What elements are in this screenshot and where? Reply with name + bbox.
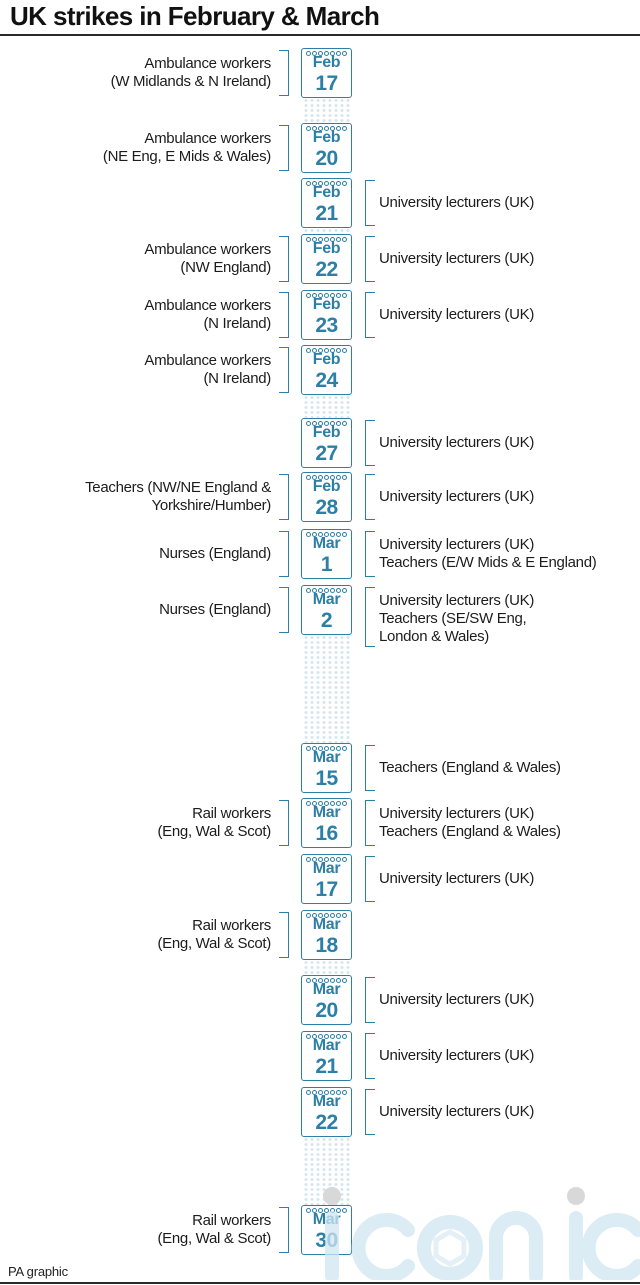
calendar-month: Feb [312, 184, 341, 201]
left-strike-group: Ambulance workers (N Ireland) [144, 297, 271, 332]
calendar-date [301, 472, 352, 522]
calendar-date [301, 178, 352, 228]
page-title: UK strikes in February & March [10, 1, 380, 31]
calendar-day: 23 [315, 314, 338, 337]
right-strike-group: University lecturers (UK) [379, 1047, 535, 1064]
calendar-day: 17 [315, 72, 338, 95]
bottom-divider [0, 1282, 640, 1284]
timeline-gap [303, 395, 351, 418]
calendar-month: Mar [312, 749, 341, 766]
right-strike-group: University lecturers (UK) [379, 434, 535, 451]
calendar-month: Feb [312, 54, 341, 71]
calendar-month: Feb [312, 478, 341, 495]
calendar-day: 22 [315, 258, 338, 281]
right-strike-group: University lecturers (UK) [379, 306, 535, 323]
right-strike-group: University lecturers (UK) Teachers (England & Wales) [379, 805, 561, 840]
calendar-month: Mar [312, 1093, 341, 1110]
calendar-day: 1 [320, 553, 333, 576]
calendar-date [301, 48, 352, 98]
right-bracket [365, 474, 375, 520]
calendar-date [301, 910, 352, 960]
left-strike-group: Rail workers (Eng, Wal & Scot) [157, 805, 271, 840]
timeline-gap [303, 960, 351, 975]
calendar-month: Feb [312, 424, 341, 441]
right-bracket [365, 800, 375, 846]
right-bracket [365, 180, 375, 226]
right-bracket [365, 531, 375, 577]
left-strike-group: Ambulance workers (NE Eng, E Mids & Wales) [102, 130, 271, 165]
calendar-day: 17 [315, 878, 338, 901]
left-strike-group: Nurses (England) [159, 601, 271, 618]
left-bracket [279, 1207, 289, 1253]
calendar-day: 22 [315, 1111, 338, 1134]
timeline-gap [303, 635, 351, 743]
calendar-month: Mar [312, 916, 341, 933]
calendar-month: Mar [312, 981, 341, 998]
left-bracket [279, 587, 289, 633]
calendar-date [301, 234, 352, 284]
calendar-day: 20 [315, 999, 338, 1022]
left-bracket [279, 912, 289, 958]
iconic-watermark-logo [300, 1180, 640, 1280]
right-bracket [365, 292, 375, 338]
right-strike-group: University lecturers (UK) [379, 488, 535, 505]
calendar-day: 18 [315, 934, 338, 957]
right-bracket [365, 745, 375, 791]
right-bracket [365, 1089, 375, 1135]
right-bracket [365, 420, 375, 466]
right-bracket [365, 236, 375, 282]
calendar-month: Feb [312, 240, 341, 257]
right-bracket [365, 977, 375, 1023]
left-bracket [279, 347, 289, 393]
calendar-month: Mar [312, 804, 341, 821]
calendar-date [301, 345, 352, 395]
calendar-date [301, 529, 352, 579]
calendar-month: Mar [312, 1037, 341, 1054]
calendar-day: 24 [315, 369, 338, 392]
calendar-day: 15 [315, 767, 338, 790]
right-bracket [365, 856, 375, 902]
calendar-day: 21 [315, 202, 338, 225]
left-bracket [279, 474, 289, 520]
left-bracket [279, 292, 289, 338]
calendar-day: 21 [315, 1055, 338, 1078]
calendar-month: Feb [312, 351, 341, 368]
calendar-date [301, 798, 352, 848]
left-bracket [279, 125, 289, 171]
calendar-date [301, 1087, 352, 1137]
calendar-date [301, 854, 352, 904]
left-strike-group: Teachers (NW/NE England & Yorkshire/Humber) [85, 479, 271, 514]
calendar-day: 28 [315, 496, 338, 519]
left-strike-group: Rail workers (Eng, Wal & Scot) [157, 1212, 271, 1247]
timeline-gap [303, 98, 351, 123]
left-strike-group: Ambulance workers (NW England) [144, 241, 271, 276]
calendar-month: Mar [312, 591, 341, 608]
calendar-date [301, 1031, 352, 1081]
right-bracket [365, 1033, 375, 1079]
right-bracket [365, 587, 375, 647]
source-credit: PA graphic [8, 1264, 68, 1279]
left-strike-group: Ambulance workers (W Midlands & N Ireland) [110, 55, 271, 90]
calendar-day: 30 [315, 1229, 338, 1252]
left-bracket [279, 50, 289, 96]
calendar-month: Mar [312, 1211, 341, 1228]
right-strike-group: University lecturers (UK) [379, 991, 535, 1008]
calendar-date [301, 585, 352, 635]
calendar-month: Mar [312, 535, 341, 552]
calendar-day: 27 [315, 442, 338, 465]
left-strike-group: Rail workers (Eng, Wal & Scot) [157, 917, 271, 952]
right-strike-group: University lecturers (UK) [379, 1103, 535, 1120]
calendar-day: 2 [320, 609, 333, 632]
right-strike-group: University lecturers (UK) [379, 250, 535, 267]
calendar-month: Mar [312, 860, 341, 877]
calendar-date [301, 290, 352, 340]
left-bracket [279, 236, 289, 282]
left-bracket [279, 531, 289, 577]
calendar-month: Feb [312, 296, 341, 313]
left-bracket [279, 800, 289, 846]
right-strike-group: University lecturers (UK) Teachers (SE/SW Eng, London & Wales) [379, 592, 535, 645]
right-strike-group: University lecturers (UK) [379, 194, 535, 211]
left-strike-group: Ambulance workers (N Ireland) [144, 352, 271, 387]
left-strike-group: Nurses (England) [159, 545, 271, 562]
calendar-date [301, 418, 352, 468]
right-strike-group: University lecturers (UK) [379, 870, 535, 887]
calendar-day: 16 [315, 822, 338, 845]
right-strike-group: University lecturers (UK) Teachers (E/W Mids & E England) [379, 536, 597, 571]
calendar-date [301, 743, 352, 793]
calendar-month: Feb [312, 129, 341, 146]
calendar-day: 20 [315, 147, 338, 170]
right-strike-group: Teachers (England & Wales) [379, 759, 561, 776]
title-divider [0, 34, 640, 36]
calendar-date [301, 975, 352, 1025]
calendar-date [301, 123, 352, 173]
